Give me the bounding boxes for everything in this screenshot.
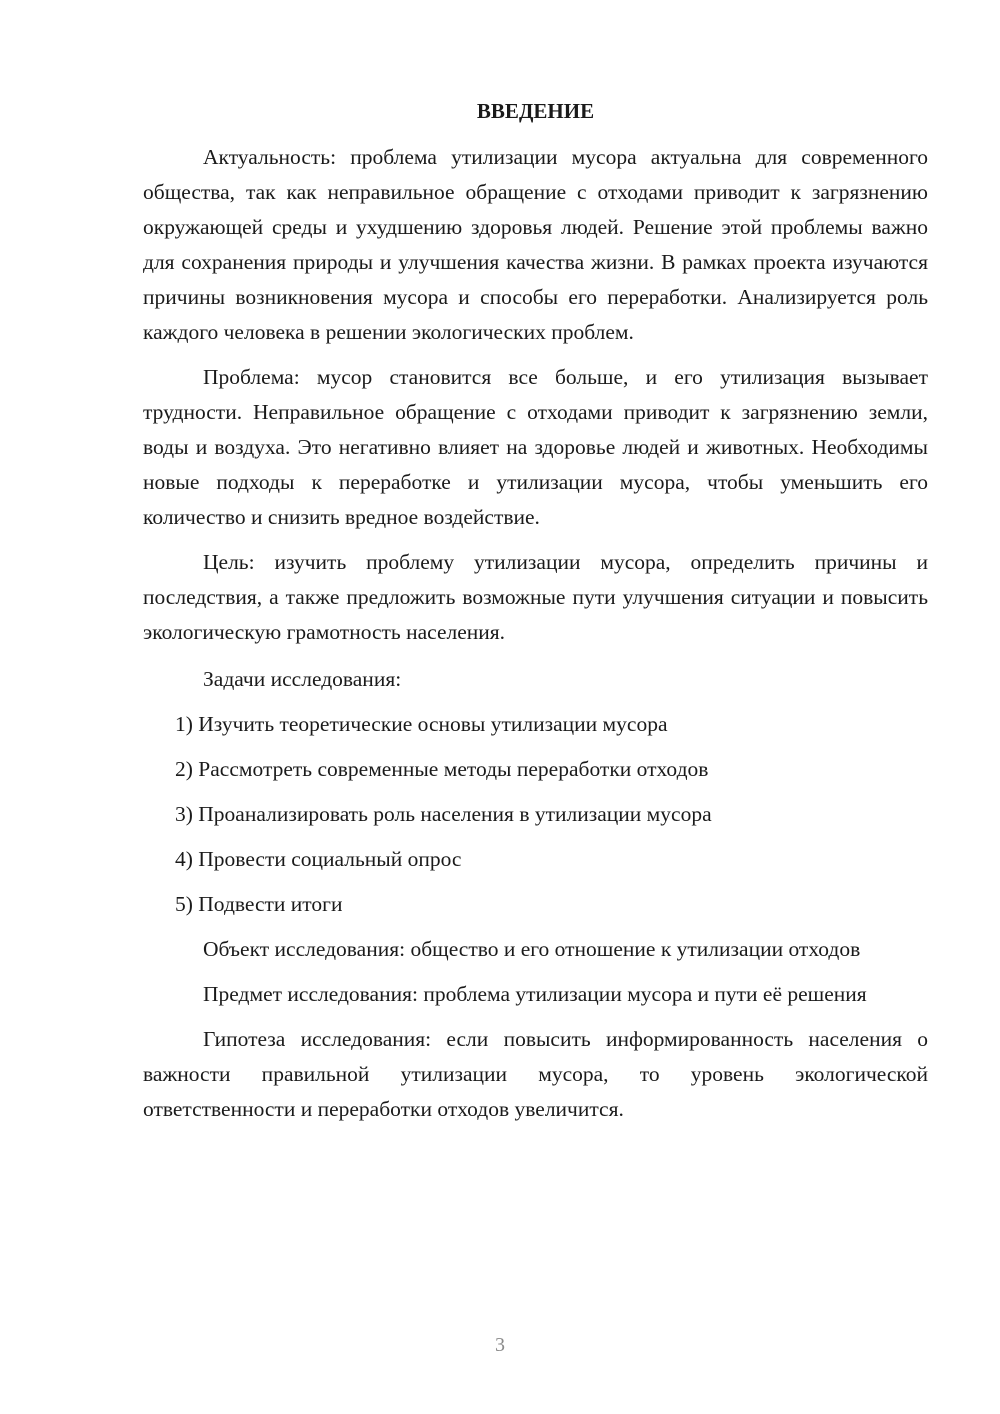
paragraph-problem: Проблема: мусор становится все больше, и его утилизация вызывает трудности. Неправильное обращение с отходами приводит к загрязнению земли, воды и воздуха. Это негативно влияет на здоровье людей и животных. Необходимы новые подходы к переработке и утилизации мусора, чтобы уменьшить его количество и снизить вредное воздействие. bbox=[143, 365, 928, 529]
task-item: 3) Проанализировать роль населения в утилизации мусора bbox=[175, 802, 712, 826]
paragraph-hypothesis: Гипотеза исследования: если повысить информированность населения о важности правильной утилизации мусора, то уровень экологической ответственности и переработки отходов увеличится. bbox=[143, 1027, 928, 1121]
document-page bbox=[143, 96, 928, 1127]
paragraph-goal: Цель: изучить проблему утилизации мусора, определить причины и последствия, а также предложить возможные пути улучшения ситуации и повысить экологическую грамотность населения. bbox=[143, 550, 928, 644]
task-item: 1) Изучить теоретические основы утилизации мусора bbox=[175, 712, 668, 736]
paragraph-relevance: Актуальность: проблема утилизации мусора актуальна для современного общества, так как неправильное обращение с отходами приводит к загрязнению окружающей среды и ухудшению здоровья людей. Решение этой проблемы важно для сохранения природы и улучшения качества жизни. В рамках проекта изучаются причины возникновения мусора и способы его переработки. Анализируется роль каждого человека в решении экологических проблем. bbox=[143, 145, 928, 344]
task-item: 4) Провести социальный опрос bbox=[175, 847, 462, 871]
section-title: ВВЕДЕНИЕ bbox=[476, 99, 595, 123]
tasks-list bbox=[143, 707, 928, 922]
paragraph-object: Объект исследования: общество и его отношение к утилизации отходов bbox=[203, 937, 861, 961]
page-number: 3 bbox=[495, 1334, 505, 1356]
tasks-heading: Задачи исследования: bbox=[203, 667, 402, 691]
task-item: 5) Подвести итоги bbox=[175, 892, 343, 916]
paragraph-subject: Предмет исследования: проблема утилизации мусора и пути её решения bbox=[203, 982, 867, 1006]
task-item: 2) Рассмотреть современные методы переработки отходов bbox=[175, 757, 709, 781]
